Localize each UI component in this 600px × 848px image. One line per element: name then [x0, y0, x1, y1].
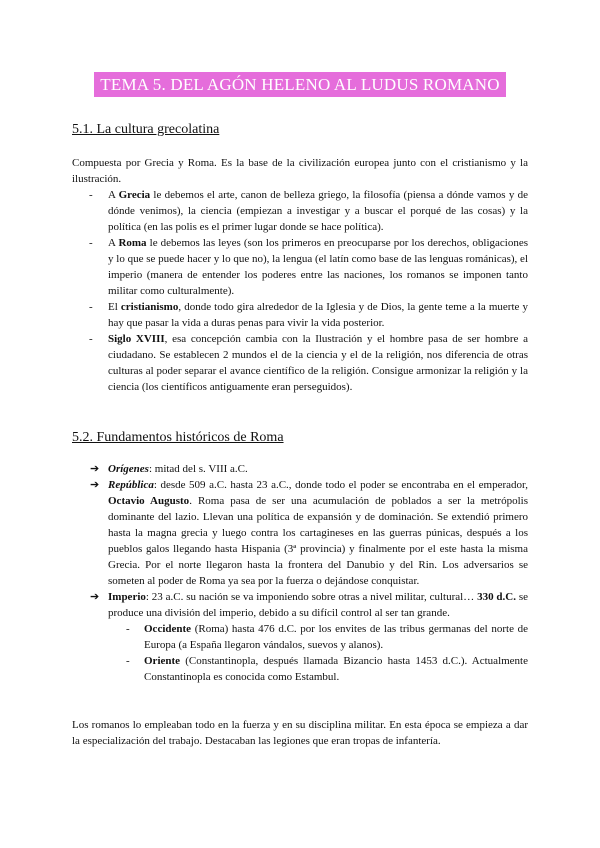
item-text: (Constantinopla, después llamada Bizancio hasta 1453 d.C.). Actualmente Constantinopla es conocida como Estambul.: [144, 655, 528, 683]
section1-intro: Compuesta por Grecia y Roma. Es la base de la civilización europea junto con el cristianismo y la ilustración.: [72, 157, 528, 185]
item-text: le debemos el arte, canon de belleza griego, la filosofía (piensa a dónde vamos y de dónde venimos), la ciencia (empiezan a investigar y a buscar el porqué de las cosas) y la política (en las polis es el primer lugar donde se hace política).: [108, 189, 528, 233]
item-keyword: cristianismo: [120, 301, 179, 313]
list-item-origenes: [72, 461, 528, 477]
item-emphasis: Octavio Augusto: [108, 495, 190, 507]
dash-marker: -: [126, 623, 130, 635]
dash-marker: -: [89, 189, 93, 201]
item-prefix: El: [108, 301, 121, 313]
arrow-marker: ➔: [90, 463, 100, 475]
item-keyword: Siglo XVIII: [108, 333, 165, 345]
list-item-cristianismo: [72, 299, 528, 331]
item-keyword: Grecia: [118, 189, 151, 201]
list-item-imperio: [72, 589, 528, 685]
list-item-grecia: [72, 187, 528, 235]
item-prefix: A: [108, 189, 119, 201]
sub-item-occidente: [108, 621, 528, 653]
dash-marker: -: [126, 655, 130, 667]
item-keyword: Roma: [118, 237, 147, 249]
section-heading-cultura: 5.1. La cultura grecolatina: [72, 122, 220, 137]
item-keyword: República: [108, 479, 154, 491]
title-container: [0, 72, 600, 97]
item-text: : 23 a.C. su nación se va imponiendo sobre otras a nivel militar, cultural…: [145, 591, 478, 603]
imperio-sublist: [108, 621, 528, 685]
page-title: TEMA 5. DEL AGÓN HELENO AL LUDUS ROMANO: [94, 72, 505, 97]
dash-marker: -: [89, 333, 93, 345]
section2-outro: Los romanos lo empleaban todo en la fuerza y en su disciplina militar. En esta época se empieza a dar la especialización del trabajo. Destacaban las legiones que eran tropas de infantería.: [72, 719, 528, 747]
arrow-marker: ➔: [90, 479, 100, 491]
item-text: : mitad del s. VIII a.C.: [148, 463, 248, 475]
item-keyword: Oriente: [144, 655, 181, 667]
item-keyword: Orígenes: [108, 463, 149, 475]
item-keyword: Occidente: [144, 623, 192, 635]
item-text: . Roma pasa de ser una acumulación de poblados a ser la metrópolis dominante del lazio. Llevan una política de expansión y de dominación. Se extendió primero hasta la magna grecia y luego contra los cartagineses en las guerras púnicas, después a los pueblos galos llegando hasta Hispania (3ª provincia) y finalmente por el este hasta la misma Grecia. Por el norte llegaron hasta la frontera del Danubio y del Rin. Los adversarios se someten al poder de Roma ya sea por la fuerza o dejándose conquistar.: [108, 495, 528, 587]
item-text: , esa concepción cambia con la Ilustración y el hombre pasa de ser hombre a ciudadano. Se establecen 2 mundos el de la ciencia y el de la religión, nos diferencia de otras culturas al poder separar el avance científico de la religión. Consigue armonizar la religión y la ciencia (los científicos antiguamente eran perseguidos).: [108, 333, 529, 393]
section2-list: [72, 461, 528, 685]
arrow-marker: ➔: [90, 591, 100, 603]
list-item-republica: [72, 477, 528, 589]
list-item-roma: [72, 235, 528, 299]
item-keyword: Imperio: [108, 591, 146, 603]
item-text: le debemos las leyes (son los primeros en preocuparse por los derechos, obligaciones y lo que se puede hacer y lo que no), la lengua (el latín como base de las lenguas románicas), el imperio (manera de entender los poderes entre las naciones, los romanos se imponen tanto militar como culturalmente).: [108, 237, 528, 297]
dash-marker: -: [89, 301, 93, 313]
item-text: (Roma) hasta 476 d.C. por los envites de las tribus germanas del norte de Europa (a España llegaron vándalos, suevos y alanos).: [144, 623, 528, 651]
item-text: se produce una división del imperio, debido a su difícil control al ser tan grande.: [108, 591, 528, 619]
item-emphasis: 330 d.C.: [477, 591, 516, 603]
item-prefix: A: [108, 237, 119, 249]
item-text: , donde todo gira alrededor de la Iglesia y de Dios, la gente teme a la muerte y hay que pasar la vida a duras penas para vivir la vida posterior.: [108, 301, 529, 329]
section1-list: [72, 187, 528, 395]
list-item-siglo-xviii: [72, 331, 528, 395]
section-heading-fundamentos: 5.2. Fundamentos históricos de Roma: [72, 430, 284, 445]
item-text: : desde 509 a.C. hasta 23 a.C., donde todo el poder se encontraba en el emperador,: [153, 479, 528, 491]
sub-item-oriente: [108, 653, 528, 685]
dash-marker: -: [89, 237, 93, 249]
